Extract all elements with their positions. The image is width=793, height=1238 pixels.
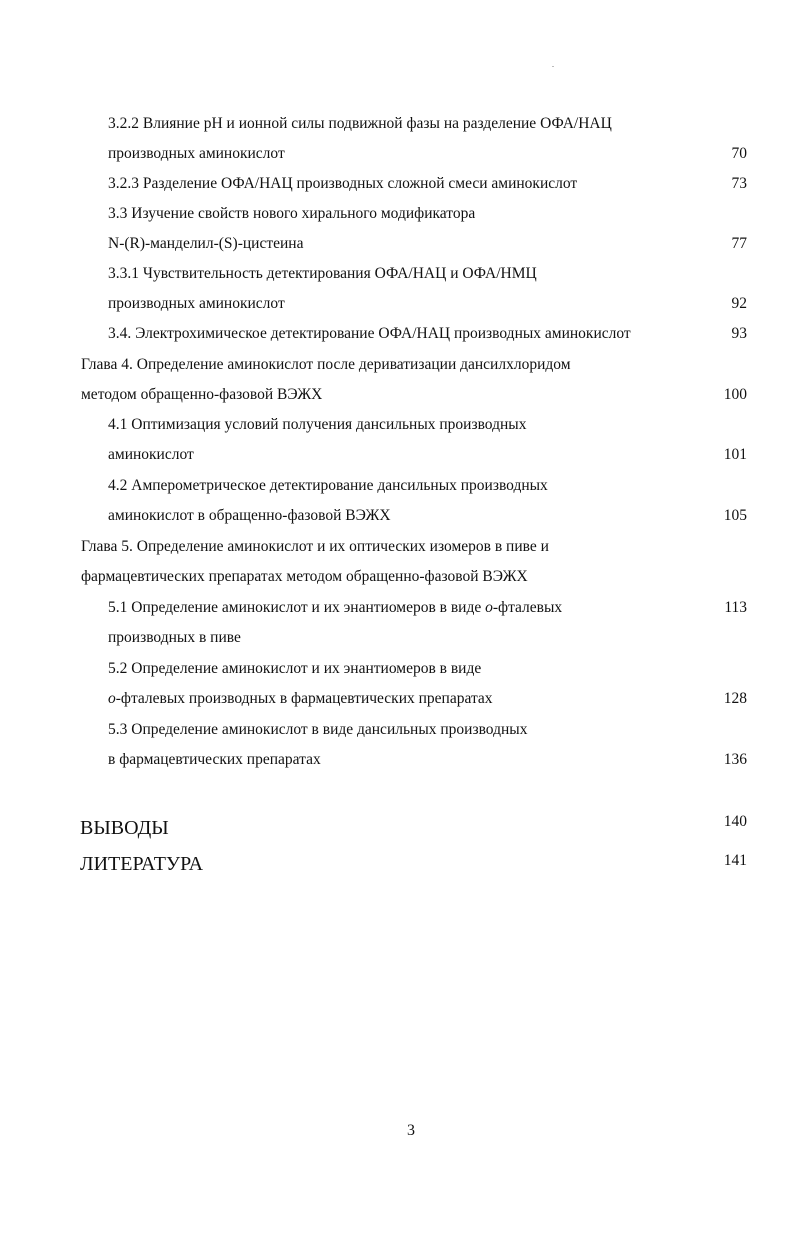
toc-entry-5-2-line1: 5.2 Определение аминокислот и их энантиомеров в виде — [108, 660, 482, 677]
toc-page-chapter-4: 100 — [723, 386, 747, 403]
toc-entry-3-3-1-line1: 3.3.1 Чувствительность детектирования ОФА/НАЦ и ОФА/НМЦ — [108, 265, 537, 282]
toc-entry-5-2-line2 — [108, 689, 493, 709]
toc-page-4-2: 105 — [723, 507, 747, 524]
toc-entry-5-3-line1: 5.3 Определение аминокислот в виде дансильных производных — [108, 721, 528, 738]
toc-page-3-2-3: 73 — [731, 175, 747, 192]
toc-entry-3-4: 3.4. Электрохимическое детектирование ОФА/НАЦ производных аминокислот — [108, 325, 631, 342]
toc-page-5-1: 113 — [724, 599, 747, 616]
toc-page-literature: 141 — [723, 852, 747, 869]
toc-entry-5-2-text-b: -фталевых производных в фармацевтических препаратах — [115, 690, 493, 707]
toc-entry-5-1-text-b: -фталевых — [492, 599, 563, 616]
toc-chapter-5-line1: Глава 5. Определение аминокислот и их оптических изомеров в пиве и — [81, 538, 549, 555]
toc-page-conclusions: 140 — [723, 813, 747, 830]
toc-page-3-2-2: 70 — [731, 145, 747, 162]
toc-entry-3-2-3: 3.2.3 Разделение ОФА/НАЦ производных сложной смеси аминокислот — [108, 175, 578, 192]
toc-literature: ЛИТЕРАТУРА — [80, 853, 204, 875]
toc-entry-5-2-italic: о — [108, 690, 116, 707]
toc-page-3-4: 93 — [731, 325, 747, 342]
toc-entry-5-1-line1 — [108, 598, 562, 618]
toc-entry-5-3-line2: в фармацевтических препаратах — [108, 751, 321, 768]
toc-entry-5-1-line2: производных в пиве — [108, 629, 241, 646]
toc-page-4-1: 101 — [723, 446, 747, 463]
toc-entry-3-3-1-line2: производных аминокислот — [108, 295, 285, 312]
toc-chapter-4-line2: методом обращенно-фазовой ВЭЖХ — [81, 386, 323, 403]
toc-entry-5-1-text-a: 5.1 Определение аминокислот и их энантиомеров в виде — [108, 599, 486, 616]
scan-speck — [552, 66, 554, 67]
toc-page-5-3: 136 — [723, 751, 747, 768]
page-number: 3 — [407, 1122, 415, 1139]
toc-entry-4-2-line2: аминокислот в обращенно-фазовой ВЭЖХ — [108, 507, 391, 524]
toc-entry-4-1-line1: 4.1 Оптимизация условий получения дансильных производных — [108, 416, 527, 433]
toc-page-5-2: 128 — [723, 690, 747, 707]
toc-entry-4-2-line1: 4.2 Амперометрическое детектирование дансильных производных — [108, 477, 548, 494]
toc-page-3-3-1: 92 — [731, 295, 747, 312]
toc-conclusions: ВЫВОДЫ — [80, 817, 169, 839]
toc-entry-3-2-2-line1: 3.2.2 Влияние pH и ионной силы подвижной фазы на разделение ОФА/НАЦ — [108, 115, 612, 132]
toc-entry-3-3-line2: N-(R)-манделил-(S)-цистеина — [108, 235, 304, 252]
toc-entry-5-1-italic: о — [485, 599, 493, 616]
toc-entry-3-2-2-line2: производных аминокислот — [108, 145, 285, 162]
toc-entry-3-3-line1: 3.3 Изучение свойств нового хирального модификатора — [108, 205, 476, 222]
toc-chapter-4-line1: Глава 4. Определение аминокислот после дериватизации дансилхлоридом — [81, 356, 571, 373]
toc-chapter-5-line2: фармацевтических препаратах методом обращенно-фазовой ВЭЖХ — [81, 568, 528, 585]
toc-page-3-3: 77 — [731, 235, 747, 252]
toc-entry-4-1-line2: аминокислот — [108, 446, 194, 463]
